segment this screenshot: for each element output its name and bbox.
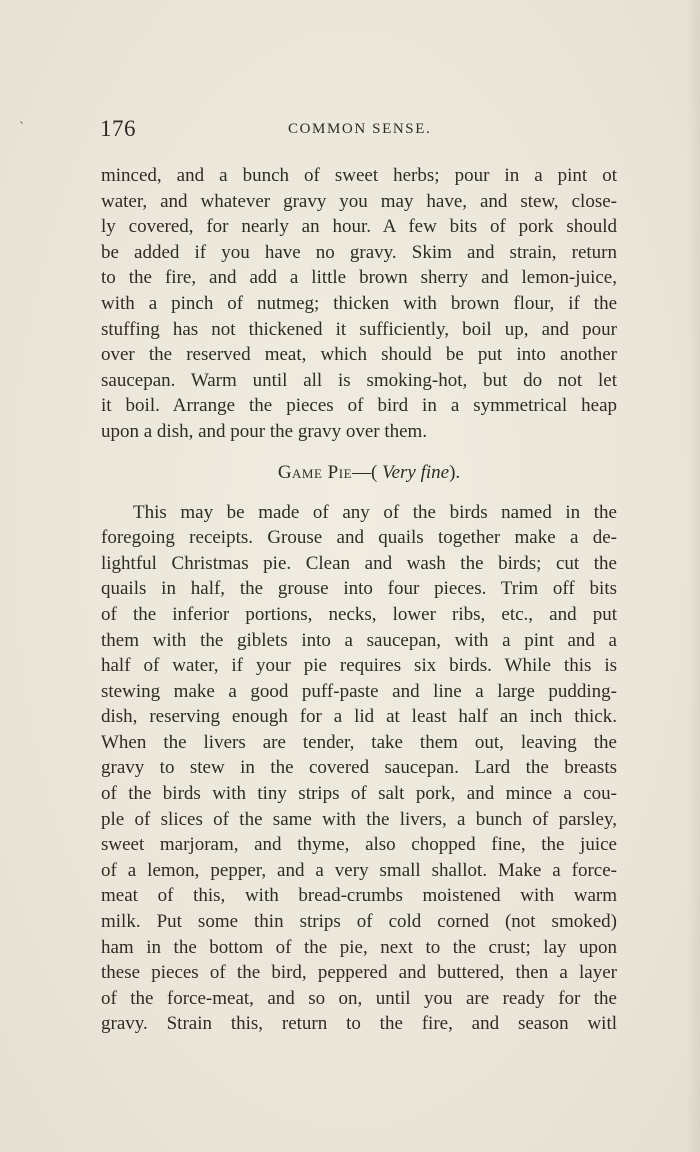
text-line: ly covered, for nearly an hour. A few bits of pork should — [101, 216, 617, 238]
paragraph-1 — [101, 163, 617, 445]
text-line: minced, and a bunch of sweet herbs; pour in a pint ot — [101, 165, 617, 186]
text-line: them with the giblets into a saucepan, with a pint and a — [101, 629, 617, 651]
text-line: these pieces of the bird, peppered and buttered, then a layer — [101, 962, 617, 984]
heading-close: ). — [449, 461, 461, 483]
text-line: quails in half, the grouse into four pieces. Trim off bits — [101, 578, 617, 600]
text-line: gravy to stew in the covered saucepan. Lard the breasts — [101, 757, 617, 779]
body-text — [101, 163, 617, 1037]
text-line: foregoing receipts. Grouse and quails together make a de- — [101, 527, 617, 549]
text-line: it boil. Arrange the pieces of bird in a symmetrical heap — [101, 395, 617, 417]
heading-dash: —( — [352, 461, 383, 483]
text-line: gravy. Strain this, return to the fire, and season witl — [101, 1013, 617, 1035]
text-line: to the fire, and add a little brown sherry and lemon-juice, — [101, 267, 617, 289]
page-number: 176 — [100, 116, 136, 141]
text-line: over the reserved meat, which should be put into another — [101, 344, 617, 366]
page-header — [100, 116, 616, 148]
recipe-heading — [101, 460, 617, 485]
text-line: stewing make a good puff-paste and line a large pudding- — [101, 680, 617, 702]
text-line: half of water, if your pie requires six birds. While this is — [101, 655, 617, 677]
text-line: ham in the bottom of the pie, next to the crust; lay upon — [101, 936, 617, 958]
text-line: dish, reserving enough for a lid at least half an inch thick. — [101, 706, 617, 728]
text-line: upon a dish, and pour the gravy over them. — [101, 420, 428, 442]
text-line: of a lemon, pepper, and a very small shallot. Make a force- — [101, 859, 617, 881]
text-line: meat of this, with bread-crumbs moistened with warm — [101, 885, 617, 907]
text-line: of the force-meat, and so on, until you are ready for the — [101, 987, 617, 1009]
recipe-title: Game Pie — [277, 461, 353, 483]
running-head: COMMON SENSE. — [288, 121, 432, 137]
text-line: lightful Christmas pie. Clean and wash the birds; cut the — [101, 552, 617, 574]
paragraph-2 — [101, 500, 617, 1037]
text-line: saucepan. Warm until all is smoking-hot, but do not let — [101, 369, 617, 391]
recipe-qualifier: Very fine — [382, 461, 450, 483]
text-line: water, and whatever gravy you may have, and stew, close- — [101, 190, 617, 212]
text-line: milk. Put some thin strips of cold corned (not smoked) — [101, 911, 617, 933]
text-line: This may be made of any of the birds named in the — [133, 501, 617, 523]
text-line: of the birds with tiny strips of salt pork, and mince a cou- — [101, 783, 617, 805]
text-line: When the livers are tender, take them out, leaving the — [101, 731, 617, 753]
page-edge-shadow — [686, 0, 700, 1152]
text-line: sweet marjoram, and thyme, also chopped fine, the juice — [101, 834, 617, 856]
text-line: stuffing has not thickened it sufficiently, boil up, and pour — [101, 318, 617, 340]
ink-speck — [20, 121, 23, 124]
text-line: with a pinch of nutmeg; thicken with brown flour, if the — [101, 292, 617, 314]
text-line: be added if you have no gravy. Skim and strain, return — [101, 241, 617, 263]
text-line: of the inferior portions, necks, lower ribs, etc., and put — [101, 603, 617, 625]
text-line: ple of slices of the same with the livers, a bunch of parsley, — [101, 808, 617, 830]
